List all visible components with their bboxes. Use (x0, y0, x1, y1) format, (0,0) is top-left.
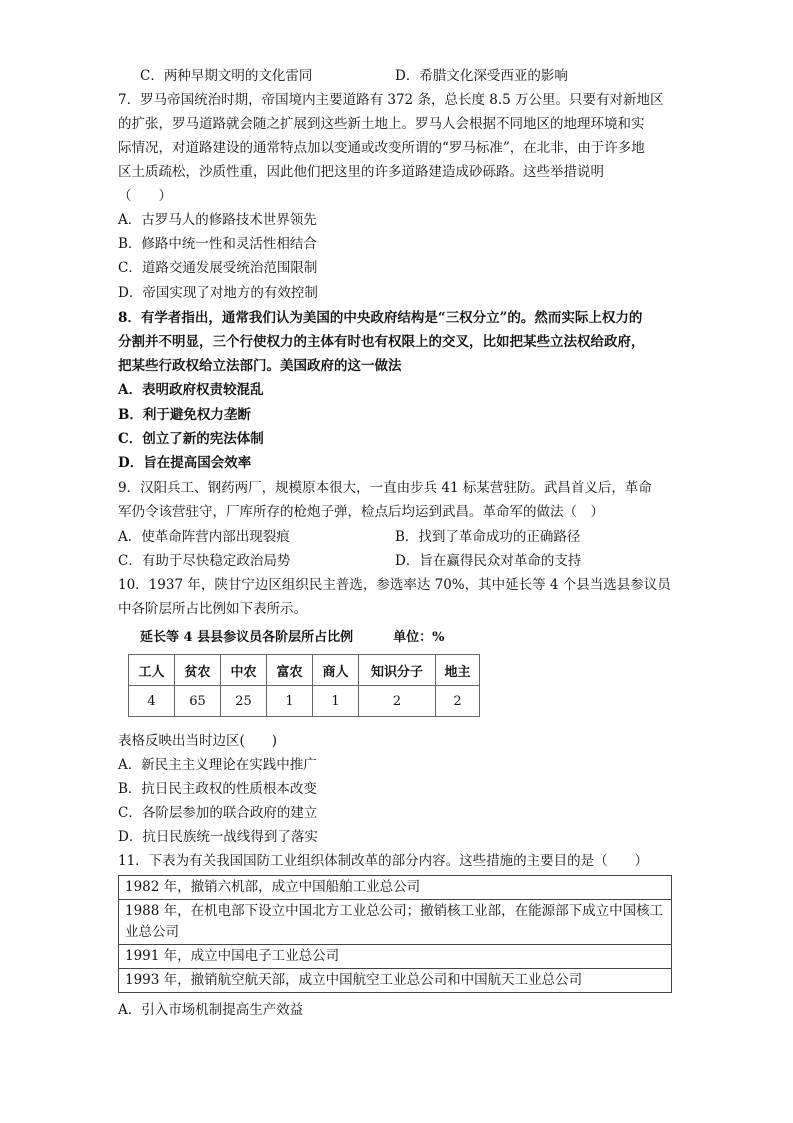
table-header-cell: 知识分子 (359, 655, 436, 686)
table-cell: 25 (221, 686, 267, 717)
q11-stem: 11．下表为有关我国国防工业组织体制改革的部分内容。这些措施的主要目的是（ ） (118, 853, 649, 869)
table-cell: 4 (129, 686, 175, 717)
q9-stem-line: 军仍令该营驻守，厂库所存的枪炮子弹，检点后均运到武昌。革命军的做法（ ） (118, 504, 604, 520)
table-header-cell: 地主 (436, 655, 480, 686)
q7-option-d: D．帝国实现了对地方的有效控制 (118, 285, 318, 301)
q9-option-d: D．旨在赢得民众对革命的支持 (395, 553, 582, 569)
q6-option-c: C．两种早期文明的文化雷同 (140, 68, 313, 84)
table-row (119, 969, 672, 993)
q7-stem-line: 的扩张，罗马道路就会随之扩展到这些新土地上。罗马人会根据不同地区的地理环境和实 (118, 116, 645, 132)
table-header-cell: 富农 (267, 655, 313, 686)
table-row (119, 945, 672, 969)
table-cell: 1 (267, 686, 313, 717)
table-row (129, 686, 480, 717)
q8-option-d: D．旨在提高国会效率 (118, 455, 252, 471)
q7-stem-line: 区土质疏松，沙质性重，因此他们把这里的许多道路建造成砂砾路。这些举措说明 (118, 164, 604, 180)
q10-option-c: C．各阶层参加的联合政府的建立 (118, 805, 318, 821)
q9-option-b: B．找到了革命成功的正确路径 (395, 529, 581, 545)
q8-stem-line: 把某些行政权给立法部门。美国政府的这一做法 (118, 358, 402, 374)
q10-option-b: B．抗日民主政权的性质根本改变 (118, 781, 317, 797)
q8-option-a: A．表明政府权责较混乱 (118, 382, 264, 398)
q7-option-b: B．修路中统一性和灵活性相结合 (118, 236, 317, 252)
table-cell: 1 (313, 686, 359, 717)
q9-option-c: C．有助于尽快稳定政治局势 (118, 553, 291, 569)
q8-option-c: C．创立了新的宪法体制 (118, 431, 264, 447)
table-cell: 1993 年，撤销航空航天部，成立中国航空工业总公司和中国航天工业总公司 (119, 969, 672, 993)
q11-reform-table (118, 875, 672, 993)
table-cell: 2 (359, 686, 436, 717)
table-cell: 1988 年，在机电部下设立中国北方工业总公司；撤销核工业部，在能源部下成立中国核工业总公司 (119, 900, 672, 945)
q10-table-caption (140, 626, 444, 645)
q8-option-b: B．利于避免权力垄断 (118, 407, 251, 423)
table-cell: 2 (436, 686, 480, 717)
q10-table-unit: 单位：% (393, 630, 445, 645)
table-cell: 65 (175, 686, 221, 717)
q8-stem-line: 分割并不明显，三个行使权力的主体有时也有权限上的交叉，比如把某些立法权给政府， (118, 334, 645, 350)
q10-stem-line: 中各阶层所占比例如下表所示。 (118, 601, 307, 617)
q9-stem-line: 9．汉阳兵工、钢药两厂，规模原本很大，一直由步兵 41 标某营驻防。武昌首义后，革命 (118, 480, 652, 496)
table-row (119, 876, 672, 900)
table-row (119, 900, 672, 945)
table-header-cell: 工人 (129, 655, 175, 686)
table-cell: 1991 年，成立中国电子工业总公司 (119, 945, 672, 969)
q7-option-c: C．道路交通发展受统治范围限制 (118, 260, 318, 276)
q8-stem-line: 8．有学者指出，通常我们认为美国的中央政府结构是“三权分立”的。然而实际上权力的 (118, 310, 643, 326)
q7-stem-line: 7．罗马帝国统治时期，帝国境内主要道路有 372 条，总长度 8.5 万公里。只要有对新地区 (118, 92, 664, 108)
q7-stem-line: 际情况，对道路建设的通常特点加以变通或改变所谓的“罗马标准”，在北非，由于许多地 (118, 140, 645, 156)
q11-option-a: A．引入市场机制提高生产效益 (118, 1002, 304, 1018)
table-header-cell: 商人 (313, 655, 359, 686)
table-header-cell: 中农 (221, 655, 267, 686)
q10-stem-line: 10．1937 年，陕甘宁边区组织民主普选，参选率达 70%，其中延长等 4 个县当选县参议员 (118, 577, 671, 593)
q9-option-a: A．使革命阵营内部出现裂痕 (118, 529, 290, 545)
q10-option-a: A．新民主主义理论在实践中推广 (118, 757, 317, 773)
table-header-row (129, 655, 480, 686)
table-header-cell: 贫农 (175, 655, 221, 686)
q10-table-title: 延长等 4 县县参议员各阶层所占比例 (140, 630, 354, 645)
q7-option-a: A．古罗马人的修路技术世界领先 (118, 212, 317, 228)
q7-answer-blank: （ ） (118, 188, 172, 204)
q6-option-d: D．希腊文化深受西亚的影响 (395, 68, 568, 84)
q10-option-d: D．抗日民族统一战线得到了落实 (118, 829, 318, 845)
q10-question: 表格反映出当时边区( ) (118, 733, 278, 749)
q10-proportion-table (128, 654, 480, 717)
table-cell: 1982 年，撤销六机部，成立中国船舶工业总公司 (119, 876, 672, 900)
